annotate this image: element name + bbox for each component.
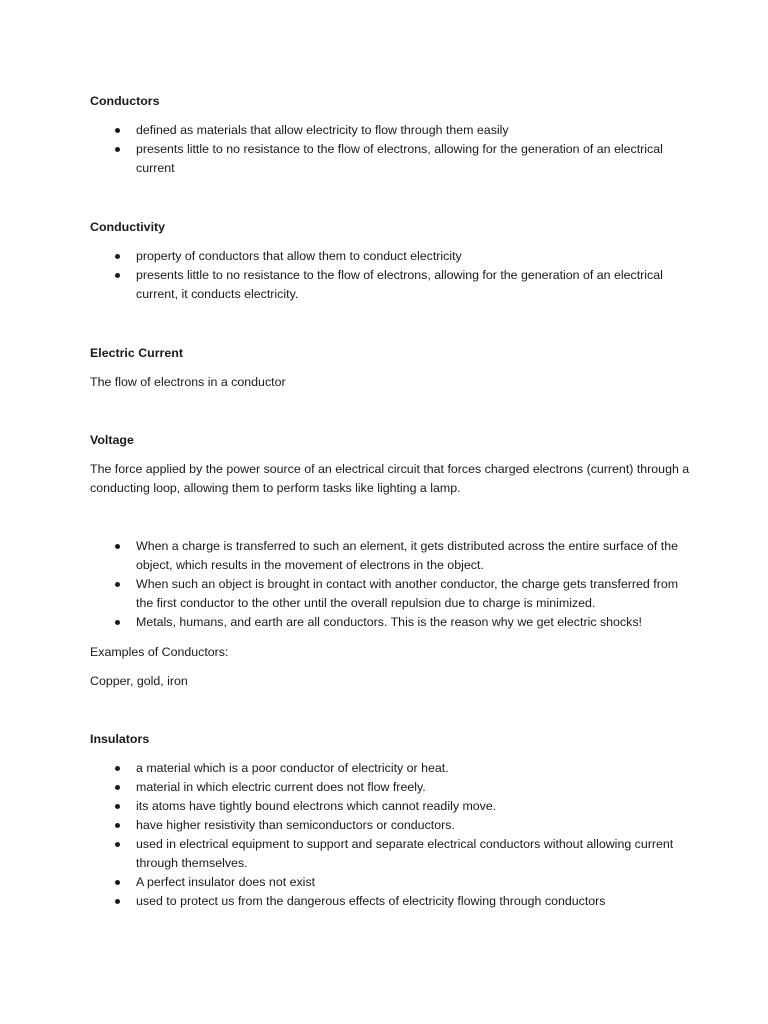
insulators-list bbox=[90, 759, 690, 911]
list-item: used in electrical equipment to support and separate electrical conductors without allowing current through themselves. bbox=[90, 835, 690, 873]
electric-current-text: The flow of electrons in a conductor bbox=[90, 375, 286, 389]
list-item: presents little to no resistance to the flow of electrons, allowing for the generation of an electrical current bbox=[90, 140, 690, 178]
voltage-text: The force applied by the power source of an electrical circuit that forces charged electrons (current) through a conducting loop, allowing them to perform tasks like lighting a lamp. bbox=[90, 462, 690, 495]
list-item: A perfect insulator does not exist bbox=[90, 873, 690, 892]
list-item: defined as materials that allow electricity to flow through them easily bbox=[90, 121, 690, 140]
voltage-list bbox=[90, 537, 690, 632]
list-item: used to protect us from the dangerous effects of electricity flowing through conductors bbox=[90, 892, 690, 911]
electric-current-heading: Electric Current bbox=[90, 346, 183, 360]
list-item: property of conductors that allow them to conduct electricity bbox=[90, 247, 690, 266]
list-item: When a charge is transferred to such an element, it gets distributed across the entire surface of the object, which results in the movement of electrons in the object. bbox=[90, 537, 690, 575]
list-item: When such an object is brought in contact with another conductor, the charge gets transferred from the first conductor to the other until the overall repulsion due to charge is minimized. bbox=[90, 575, 690, 613]
examples-label: Examples of Conductors: bbox=[90, 645, 229, 659]
list-item: a material which is a poor conductor of electricity or heat. bbox=[90, 759, 690, 778]
list-item: material in which electric current does not flow freely. bbox=[90, 778, 690, 797]
list-item: have higher resistivity than semiconductors or conductors. bbox=[90, 816, 690, 835]
list-item: presents little to no resistance to the flow of electrons, allowing for the generation of an electrical current, it conducts electricity. bbox=[90, 266, 690, 304]
insulators-heading: Insulators bbox=[90, 732, 150, 746]
conductors-list bbox=[90, 121, 690, 178]
examples-text: Copper, gold, iron bbox=[90, 674, 188, 688]
list-item: Metals, humans, and earth are all conductors. This is the reason why we get electric shocks! bbox=[90, 613, 690, 632]
voltage-heading: Voltage bbox=[90, 433, 134, 447]
conductors-heading: Conductors bbox=[90, 94, 160, 108]
conductivity-heading: Conductivity bbox=[90, 220, 166, 234]
conductivity-list bbox=[90, 247, 690, 304]
list-item: its atoms have tightly bound electrons which cannot readily move. bbox=[90, 797, 690, 816]
